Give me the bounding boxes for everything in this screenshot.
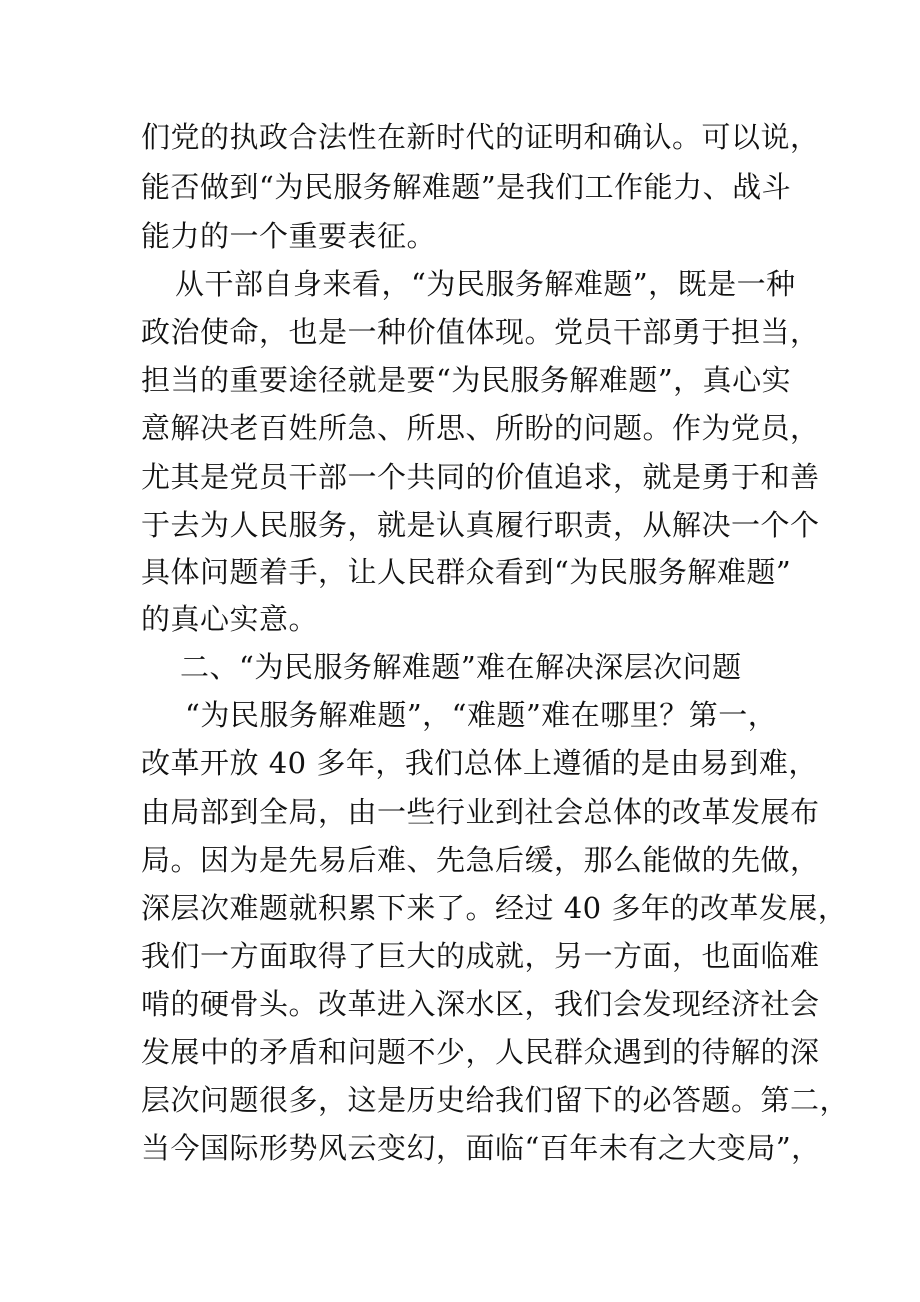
text-line: 由局部到全局，由一些行业到社会总体的改革发展布 xyxy=(141,795,820,829)
text-line: 啃的硬骨头。改革进入深水区，我们会发现经济社会 xyxy=(141,987,820,1021)
paragraph-first-line: “为民服务解难题”，“难题”难在哪里？第一， xyxy=(185,698,778,732)
text-line: 们党的执政合法性在新时代的证明和确认。可以说， xyxy=(141,120,820,154)
text-line: 层次问题很多，这是历史给我们留下的必答题。第二， xyxy=(141,1083,850,1117)
text-line: 尤其是党员干部一个共同的价值追求，就是勇于和善 xyxy=(141,460,820,494)
text-line: 具体问题着手，让人民群众看到“为民服务解难题” xyxy=(141,555,792,589)
text-line: 于去为人民服务，就是认真履行职责，从解决一个个 xyxy=(141,508,820,542)
section-heading: 二、“为民服务解难题”难在解决深层次问题 xyxy=(180,650,742,684)
text-line: 的真心实意。 xyxy=(141,602,319,636)
text-line: 政治使命，也是一种价值体现。党员干部勇于担当， xyxy=(141,315,820,349)
text-line: 当今国际形势风云变幻，面临“百年未有之大变局”， xyxy=(141,1131,821,1165)
text-line: 担当的重要途径就是要“为民服务解难题”，真心实 xyxy=(141,363,792,397)
paragraph-first-line: 从干部自身来看，“为民服务解难题”，既是一种 xyxy=(175,267,796,301)
text-line: 深层次难题就积累下来了。经过 40 多年的改革发展， xyxy=(141,891,848,925)
text-line: 能否做到“为民服务解难题”是我们工作能力、战斗 xyxy=(141,170,792,204)
text-line: 能力的一个重要表征。 xyxy=(141,219,437,253)
text-line: 发展中的矛盾和问题不少，人民群众遇到的待解的深 xyxy=(141,1035,820,1069)
text-line: 局。因为是先易后难、先急后缓，那么能做的先做， xyxy=(141,843,820,877)
text-line: 我们一方面取得了巨大的成就，另一方面，也面临难 xyxy=(141,939,820,973)
text-line: 意解决老百姓所急、所思、所盼的问题。作为党员， xyxy=(141,411,820,445)
text-line: 改革开放 40 多年，我们总体上遵循的是由易到难， xyxy=(141,746,818,780)
